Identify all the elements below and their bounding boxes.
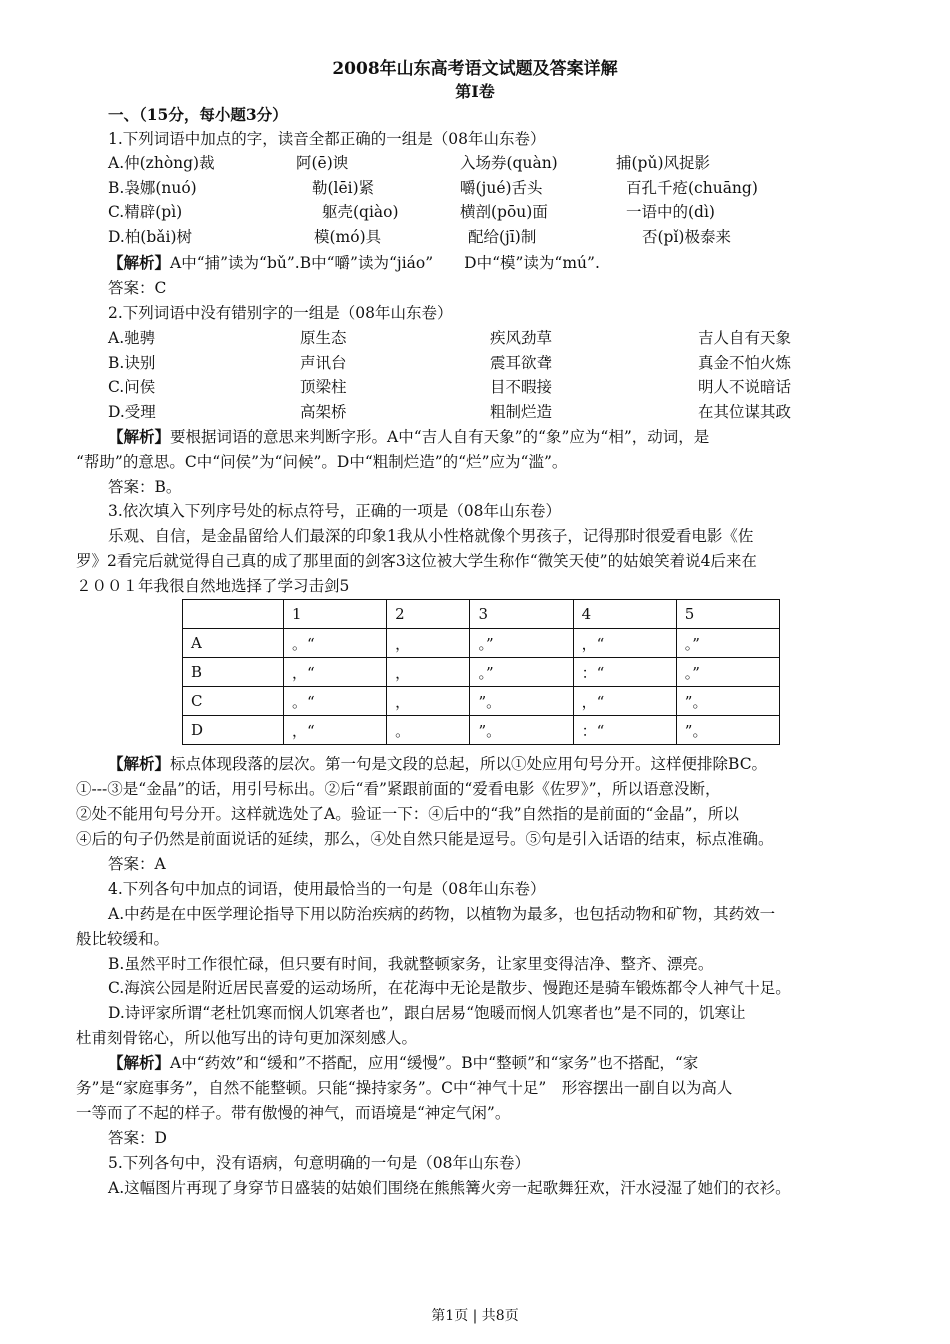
q3-passage-line: 罗》2看完后就觉得自己真的成了那里面的剑客3这位被大学生称作“微笑天使”的姑娘笑着说4后来在 bbox=[76, 552, 757, 570]
table-cell: 。” bbox=[470, 658, 573, 687]
analysis-label: 【解析】 bbox=[108, 427, 171, 446]
table-cell: ：“ bbox=[573, 716, 676, 745]
q1-option-cell: 捕(pǔ)风捉影 bbox=[616, 154, 710, 172]
q2-option-cell: 明人不说暗话 bbox=[698, 378, 792, 396]
q2-option-cell: 原生态 bbox=[300, 329, 347, 347]
table-header-row bbox=[183, 600, 780, 629]
q2-answer: 答案：B。 bbox=[108, 478, 182, 496]
q1-answer: 答案：C bbox=[108, 279, 167, 297]
table-cell: 。” bbox=[676, 629, 779, 658]
q1-option-cell: 模(mó)具 bbox=[314, 228, 382, 246]
q3-analysis-line bbox=[108, 753, 767, 775]
q3-analysis-line: ②处不能用句号分开。这样就选处了A。验证一下：④后中的“我”自然指的是前面的“金晶”，所以 bbox=[76, 805, 739, 823]
q2-option-cell: 在其位谋其政 bbox=[698, 403, 792, 421]
table-cell: 。“ bbox=[284, 687, 387, 716]
q3-passage-line: ２００１年我很自然地选择了学习击剑5 bbox=[76, 577, 350, 595]
table-cell: 。“ bbox=[284, 629, 387, 658]
q2-option-cell: 吉人自有天象 bbox=[698, 329, 792, 347]
table-cell: ，“ bbox=[284, 716, 387, 745]
q2-option-cell: 粗制烂造 bbox=[490, 403, 553, 421]
analysis-text: 标点体现段落的层次。第一句是文段的总起，所以①处应用句号分开。这样便排除BC。 bbox=[170, 755, 768, 773]
table-cell: 。” bbox=[676, 658, 779, 687]
q5-option-line: A.这幅图片再现了身穿节日盛装的姑娘们围绕在熊熊篝火旁一起歌舞狂欢，汗水浸湿了她们的衣衫。 bbox=[108, 1179, 791, 1197]
q3-analysis-line: ④后的句子仍然是前面说话的延续，那么，④处自然只能是逗号。⑤句是引入话语的结束，标点准确。 bbox=[76, 830, 774, 848]
table-cell: 3 bbox=[470, 600, 573, 629]
q4-option-line: C.海滨公园是附近居民喜爱的运动场所，在花海中无论是散步、慢跑还是骑车锻炼都令人神气十足。 bbox=[108, 979, 791, 997]
q1-option-cell: 横剖(pōu)面 bbox=[460, 203, 548, 221]
q3-answer: 答案：A bbox=[108, 855, 166, 873]
analysis-label: 【解析】 bbox=[108, 754, 171, 773]
q4-option-line: B.虽然平时工作很忙碌，但只要有时间，我就整顿家务，让家里变得洁净、整齐、漂亮。 bbox=[108, 955, 714, 973]
q4-analysis-line bbox=[108, 1052, 698, 1074]
q4-option-line: A.中药是在中医学理论指导下用以防治疾病的药物，以植物为最多，也包括动物和矿物，其药效一 bbox=[108, 905, 776, 923]
table-cell: D bbox=[183, 716, 284, 745]
table-cell: B bbox=[183, 658, 284, 687]
table-cell: A bbox=[183, 629, 284, 658]
q1-stem: 1.下列词语中加点的字，读音全都正确的一组是（08年山东卷） bbox=[108, 130, 546, 148]
q1-option-cell: 一语中的(dì) bbox=[626, 203, 715, 221]
q2-option-cell: 疾风劲草 bbox=[490, 329, 553, 347]
q1-option-cell: 嚼(jué)舌头 bbox=[460, 179, 543, 197]
q2-analysis-line bbox=[108, 426, 709, 448]
q2-option-cell: 高架桥 bbox=[300, 403, 347, 421]
table-cell: 。 bbox=[387, 716, 470, 745]
analysis-text: A中“药效”和“缓和”不搭配，应用“缓慢”。B中“整顿”和“家务”也不搭配，“家 bbox=[170, 1054, 699, 1072]
table-cell: 1 bbox=[284, 600, 387, 629]
table-cell: ，“ bbox=[573, 629, 676, 658]
q4-option-line: 杜甫刻骨铭心，所以他写出的诗句更加深刻感人。 bbox=[76, 1029, 418, 1047]
q2-option-cell: A.驰骋 bbox=[108, 329, 156, 347]
table-cell: ， bbox=[387, 629, 470, 658]
q1-option-cell: C.精辟(pì) bbox=[108, 203, 183, 221]
q2-analysis-line: “帮助”的意思。C中“问侯”为“问候”。D中“粗制烂造”的“烂”应为“滥”。 bbox=[76, 453, 568, 471]
q1-option-cell: 配给(jī)制 bbox=[468, 228, 537, 246]
table-cell: ， bbox=[387, 658, 470, 687]
document-title: 2008年山东高考语文试题及答案详解 bbox=[332, 59, 618, 79]
q3-stem: 3.依次填入下列序号处的标点符号，正确的一项是（08年山东卷） bbox=[108, 502, 562, 520]
table-cell: ”。 bbox=[676, 687, 779, 716]
table-cell: ：“ bbox=[573, 658, 676, 687]
q3-analysis-line: ①---③是“金晶”的话，用引号标出。②后“看”紧跟前面的“爱看电影《佐罗》”，所以语意没断， bbox=[76, 780, 721, 798]
q2-option-cell: D.受理 bbox=[108, 403, 156, 421]
table-row bbox=[183, 658, 780, 687]
table-cell: 2 bbox=[387, 600, 470, 629]
q4-answer: 答案：D bbox=[108, 1129, 167, 1147]
table-cell: ，“ bbox=[284, 658, 387, 687]
table-row bbox=[183, 716, 780, 745]
q2-option-cell: 顶梁柱 bbox=[300, 378, 347, 396]
table-cell: 。” bbox=[470, 629, 573, 658]
q1-option-cell: 躯壳(qiào) bbox=[322, 203, 399, 221]
q1-option-cell: 百孔千疮(chuāng) bbox=[626, 179, 758, 197]
analysis-label: 【解析】 bbox=[108, 253, 171, 272]
analysis-text: 要根据词语的意思来判断字形。A中“吉人自有天象”的“象”应为“相”，动词，是 bbox=[170, 428, 710, 446]
section-heading: 一、（15分，每小题3分） bbox=[108, 105, 288, 124]
q2-option-cell: 真金不怕火炼 bbox=[698, 354, 792, 372]
table-cell: ”。 bbox=[470, 716, 573, 745]
q4-analysis-line: 务”是“家庭事务”，自然不能整顿。只能“操持家务”。C中“神气十足” 形容摆出一副自以为高人 bbox=[76, 1079, 733, 1097]
analysis-text: A中“捕”读为“bǔ”.B中“嚼”读为“jiáo” D中“模”读为“mú”. bbox=[170, 254, 600, 272]
q1-option-cell: A.仲(zhòng)裁 bbox=[108, 154, 215, 172]
q1-option-cell: 阿(ē)谀 bbox=[296, 154, 349, 172]
table-cell: C bbox=[183, 687, 284, 716]
q4-analysis-line: 一等而了不起的样子。带有傲慢的神气，而语境是“神定气闲”。 bbox=[76, 1104, 511, 1122]
q3-passage-line: 乐观、自信，是金晶留给人们最深的印象1我从小性格就像个男孩子，记得那时很爱看电影《佐 bbox=[108, 527, 754, 545]
q2-option-cell: C.问侯 bbox=[108, 378, 156, 396]
table-cell bbox=[183, 600, 284, 629]
q1-option-cell: D.柏(bǎi)树 bbox=[108, 228, 193, 246]
q1-option-cell: 否(pǐ)极泰来 bbox=[642, 228, 731, 246]
analysis-label: 【解析】 bbox=[108, 1053, 171, 1072]
q1-option-cell: 勒(lēi)紧 bbox=[312, 179, 375, 197]
q1-option-cell: 入场券(quàn) bbox=[460, 154, 558, 172]
table-cell: 5 bbox=[676, 600, 779, 629]
q2-option-cell: 声讯台 bbox=[300, 354, 347, 372]
q2-option-cell: 震耳欲聋 bbox=[490, 354, 553, 372]
table-row bbox=[183, 629, 780, 658]
q4-stem: 4.下列各句中加点的词语，使用最恰当的一句是（08年山东卷） bbox=[108, 880, 546, 898]
q1-option-cell: B.袅娜(nuó) bbox=[108, 179, 197, 197]
table-cell: ”。 bbox=[470, 687, 573, 716]
q5-stem: 5.下列各句中，没有语病，句意明确的一句是（08年山东卷） bbox=[108, 1154, 531, 1172]
table-cell: ，“ bbox=[573, 687, 676, 716]
q4-option-line: 般比较缓和。 bbox=[76, 930, 170, 948]
volume-heading: 第Ⅰ卷 bbox=[455, 82, 495, 101]
table-cell: ”。 bbox=[676, 716, 779, 745]
q2-option-cell: B.诀别 bbox=[108, 354, 156, 372]
table-cell: 4 bbox=[573, 600, 676, 629]
q4-option-line: D.诗评家所谓“老杜饥寒而悯人饥寒者也”，跟白居易“饱暖而悯人饥寒者也”是不同的，饥寒让 bbox=[108, 1004, 746, 1022]
q2-option-cell: 目不暇接 bbox=[490, 378, 553, 396]
table-row bbox=[183, 687, 780, 716]
punctuation-table bbox=[182, 599, 780, 745]
q1-analysis bbox=[108, 252, 600, 274]
table-cell: ， bbox=[387, 687, 470, 716]
q2-stem: 2.下列词语中没有错别字的一组是（08年山东卷） bbox=[108, 304, 453, 322]
page-footer: 第1页 | 共8页 bbox=[431, 1308, 519, 1324]
